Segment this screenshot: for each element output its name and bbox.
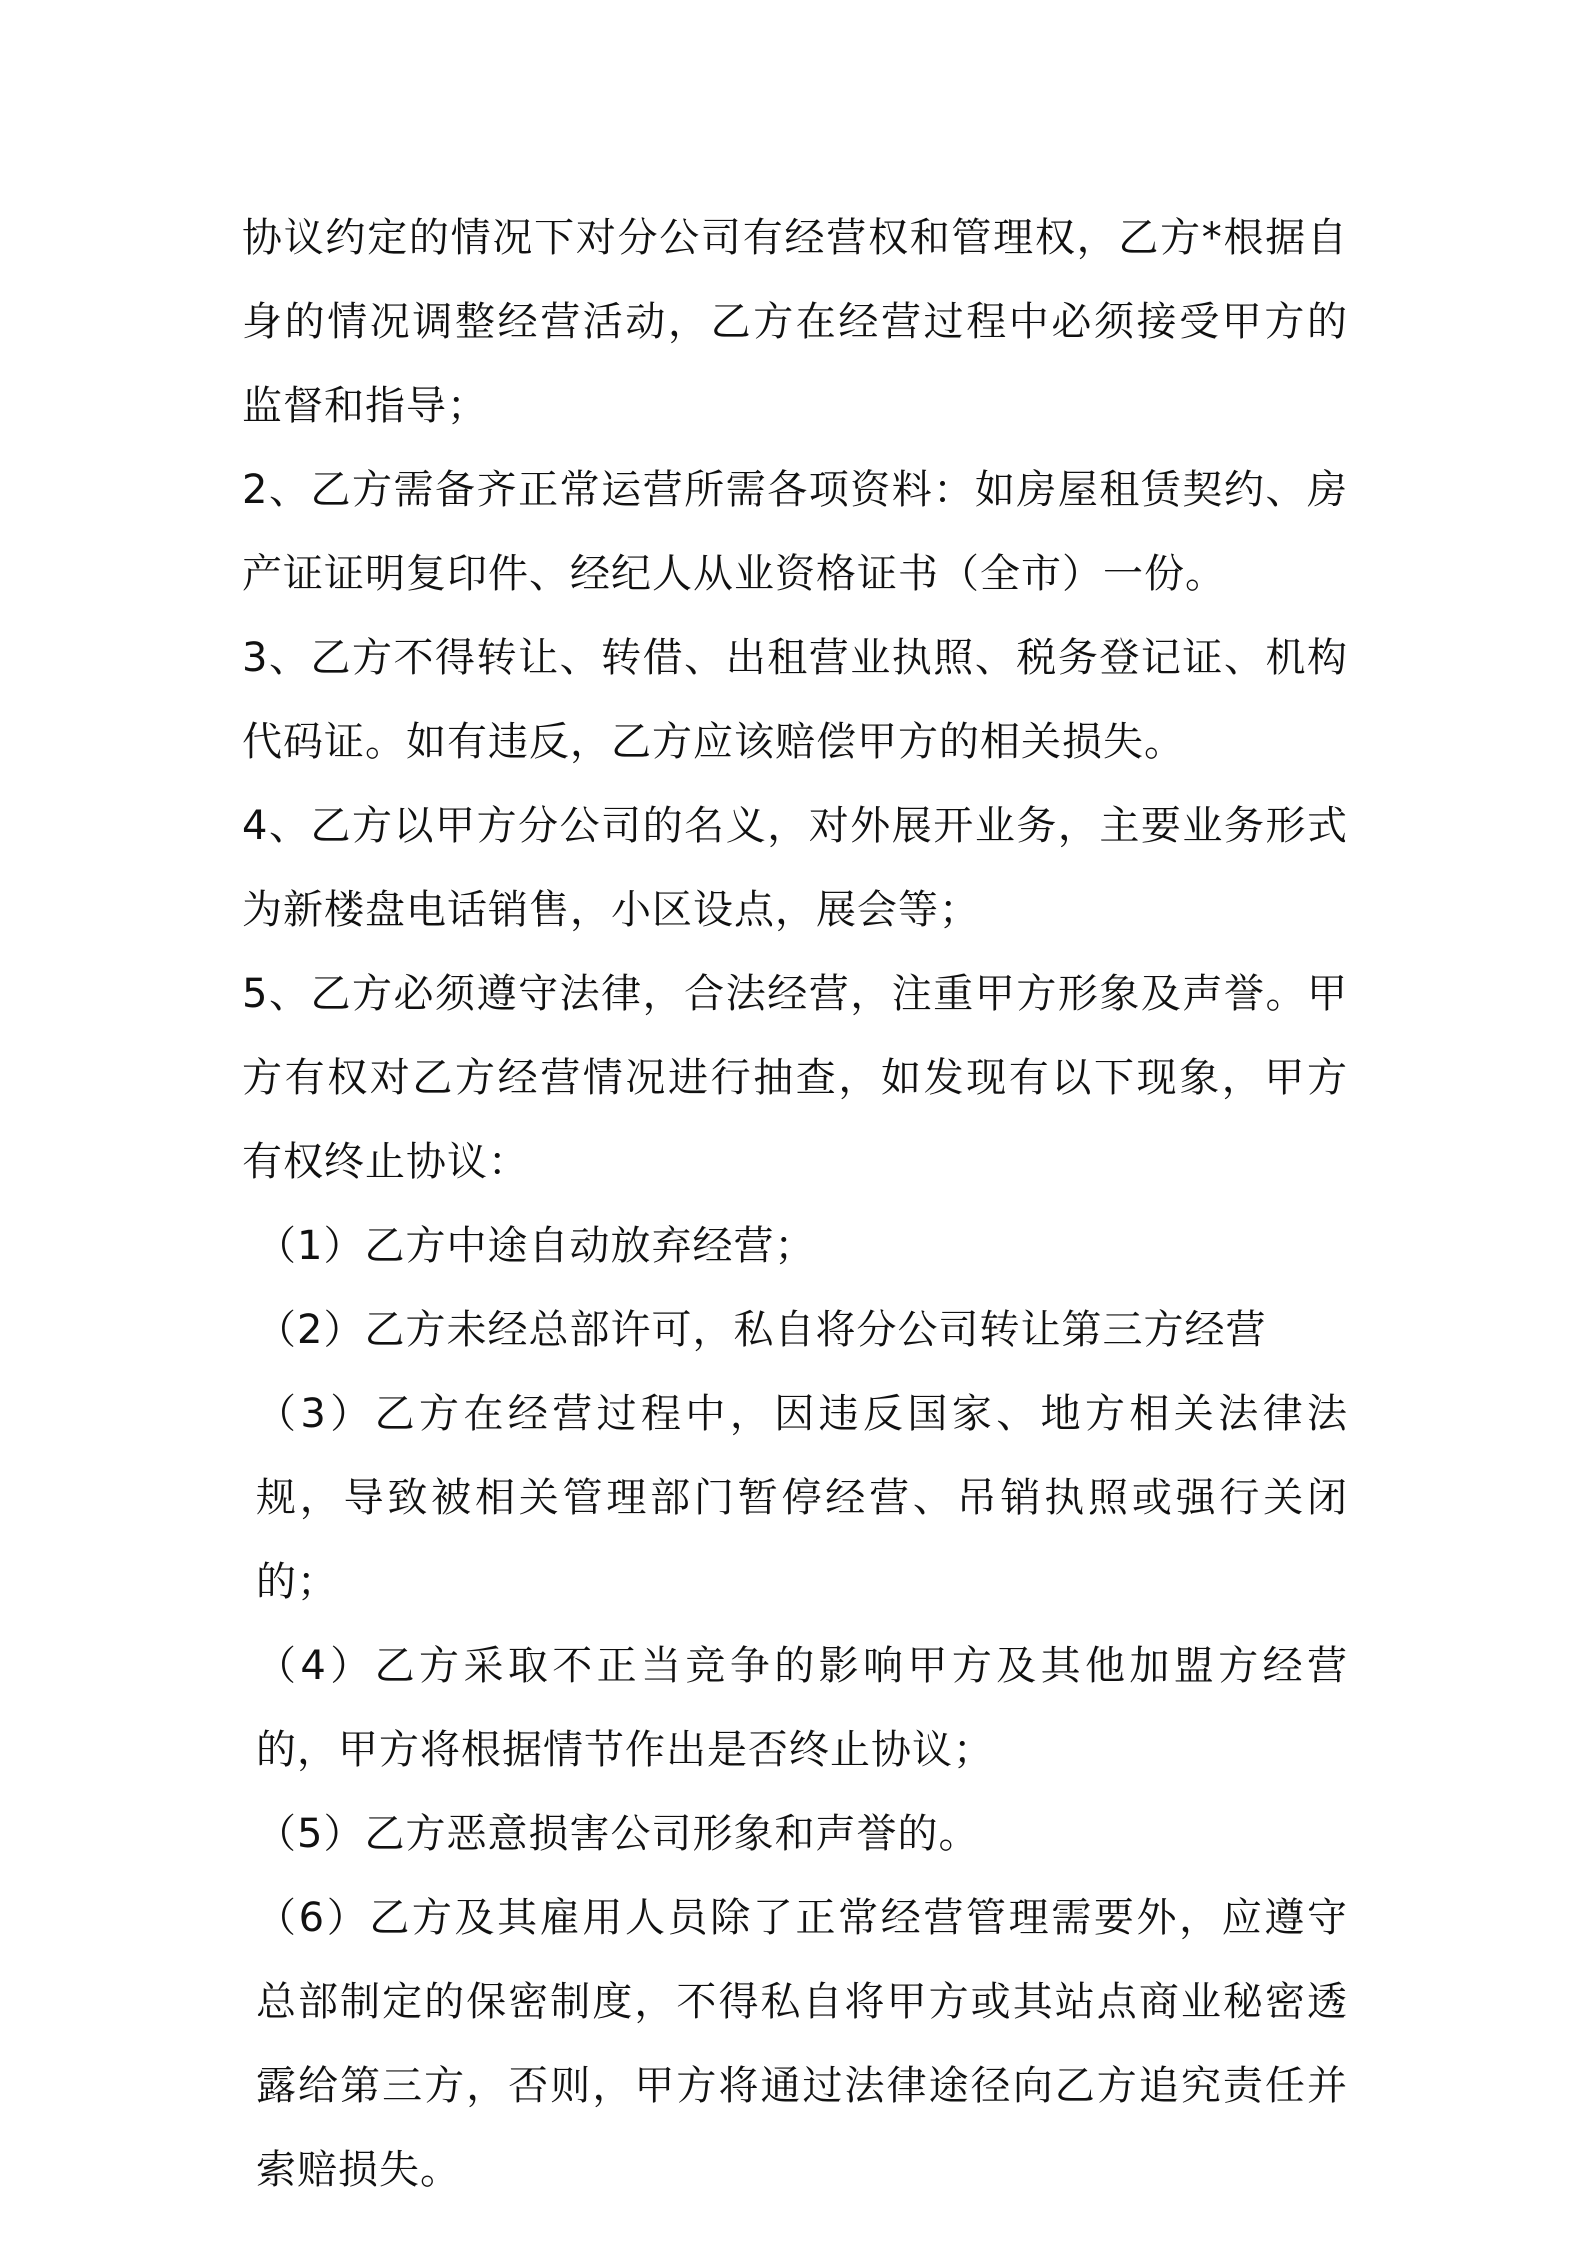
list-item-3: （3）乙方在经营过程中，因违反国家、地方相关法律法规，导致被相关管理部门暂停经营、吊销执照或强行关闭的； — [256, 1391, 1348, 1605]
paragraph-clause-2: 2、乙方需备齐正常运营所需各项资料：如房屋租赁契约、房产证证明复印件、经纪人从业资格证书（全市）一份。 — [242, 467, 1348, 597]
paragraph-rights: 协议约定的情况下对分公司有经营权和管理权，乙方*根据自身的情况调整经营活动，乙方在经营过程中必须接受甲方的监督和指导； — [242, 215, 1348, 429]
list-item-5: （5）乙方恶意损害公司形象和声誉的。 — [256, 1811, 980, 1857]
list-item-4: （4）乙方采取不正当竞争的影响甲方及其他加盟方经营的，甲方将根据情节作出是否终止协议； — [256, 1643, 1348, 1773]
list-item-1: （1）乙方中途自动放弃经营； — [256, 1223, 816, 1269]
paragraph-clause-5: 5、乙方必须遵守法律，合法经营，注重甲方形象及声誉。甲方有权对乙方经营情况进行抽查，如发现有以下现象，甲方有权终止协议： — [242, 971, 1348, 1185]
paragraph-clause-4: 4、乙方以甲方分公司的名义，对外展开业务，主要业务形式为新楼盘电话销售，小区设点，展会等； — [242, 803, 1348, 933]
paragraph-clause-3: 3、乙方不得转让、转借、出租营业执照、税务登记证、机构代码证。如有违反，乙方应该赔偿甲方的相关损失。 — [242, 635, 1348, 765]
list-item-2: （2）乙方未经总部许可，私自将分公司转让第三方经营 — [256, 1307, 1267, 1353]
list-item-6: （6）乙方及其雇用人员除了正常经营管理需要外，应遵守总部制定的保密制度，不得私自将甲方或其站点商业秘密透露给第三方，否则，甲方将通过法律途径向乙方追究责任并索赔损失。 — [256, 1895, 1348, 2193]
document-body — [242, 196, 1348, 2212]
